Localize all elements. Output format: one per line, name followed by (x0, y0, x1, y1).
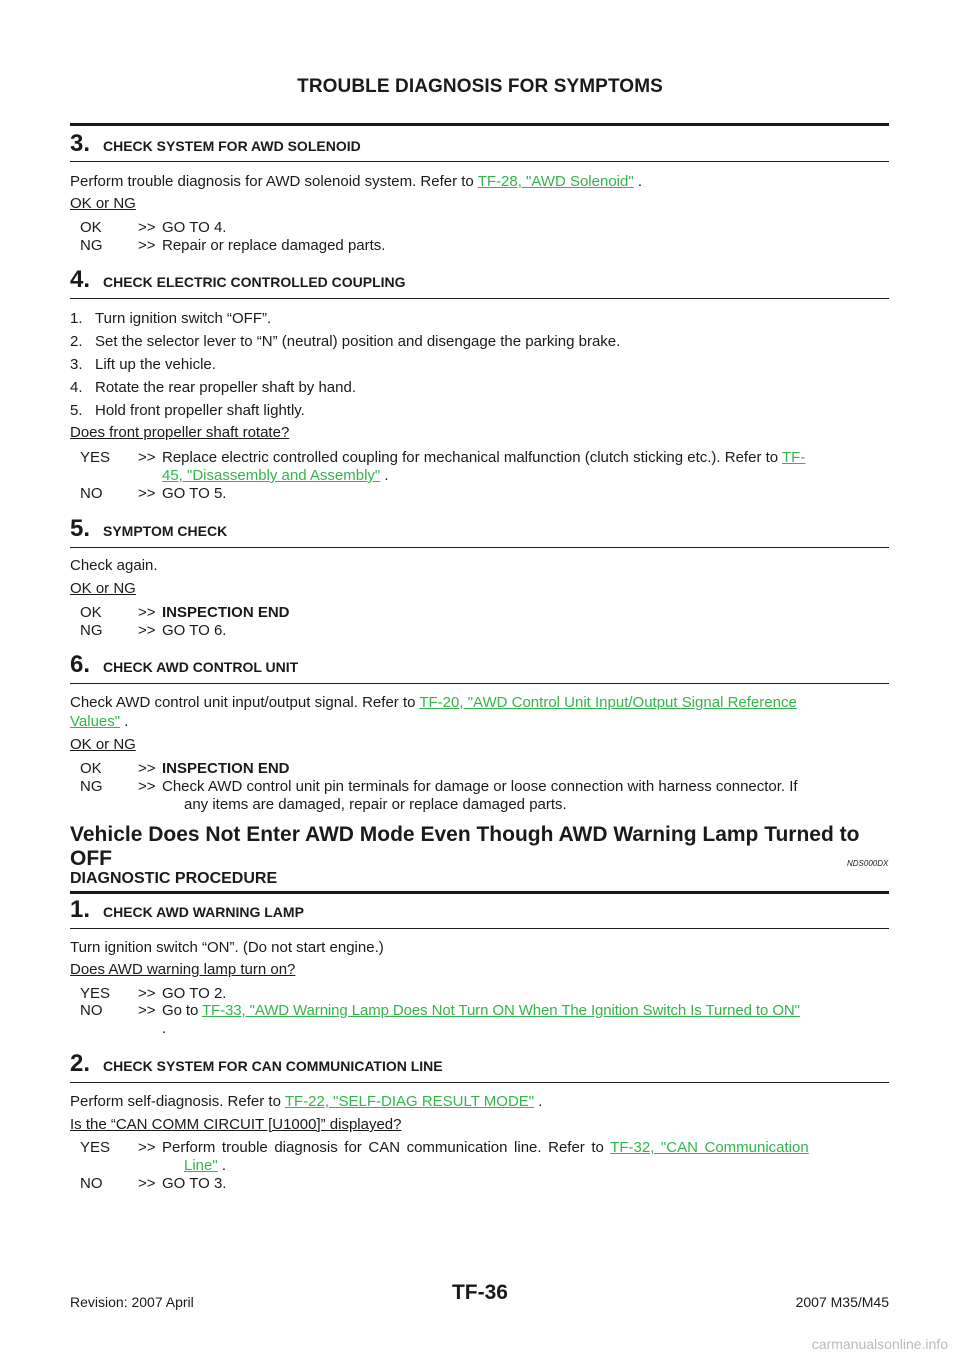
answer-key: OK (80, 604, 102, 621)
step-title: CHECK SYSTEM FOR CAN COMMUNICATION LINE (103, 1058, 443, 1074)
step-question: OK or NG (70, 195, 136, 212)
answer-arrow: >> (138, 1139, 156, 1156)
watermark: carmanualsonline.info (811, 1336, 948, 1352)
answer-text-cont: 45, "Disassembly and Assembly" . (162, 467, 389, 484)
list-item: 2. Set the selector lever to “N” (neutral) position and disengage the parking brake. (70, 333, 621, 350)
answer-text: Perform trouble diagnosis for CAN communication line. Refer to TF-32, "CAN Communication (162, 1139, 809, 1156)
step-question: OK or NG (70, 580, 136, 597)
answer-text: Check AWD control unit pin terminals for damage or loose connection with harness connector. If (162, 778, 798, 795)
answer-text: INSPECTION END (162, 760, 290, 777)
answer-text: Repair or replace damaged parts. (162, 237, 386, 254)
answer-arrow: >> (138, 449, 156, 466)
step-body: Turn ignition switch “ON”. (Do not start engine.) (70, 939, 384, 956)
step-body: Perform self-diagnosis. Refer to TF-22, "SELF-DIAG RESULT MODE" . (70, 1093, 543, 1110)
reference-link[interactable]: TF-28, "AWD Solenoid" (477, 173, 634, 190)
list-item: 1. Turn ignition switch “OFF”. (70, 310, 272, 327)
step-title: CHECK SYSTEM FOR AWD SOLENOID (103, 138, 361, 154)
step-rule (70, 298, 889, 299)
page-title: TROUBLE DIAGNOSIS FOR SYMPTOMS (297, 76, 663, 97)
reference-link[interactable]: Line" (184, 1157, 218, 1174)
step-number: 6. (70, 651, 91, 678)
section-rule (70, 123, 889, 126)
step-rule (70, 161, 889, 162)
answer-text-cont: . (162, 1020, 167, 1037)
answer-key: NG (80, 778, 103, 795)
answer-text: GO TO 2. (162, 985, 227, 1002)
answer-key: YES (80, 1139, 111, 1156)
section-title-cont: OFF (70, 847, 112, 870)
answer-arrow: >> (138, 760, 156, 777)
reference-link[interactable]: 45, "Disassembly and Assembly" (162, 467, 381, 484)
step-body: Perform trouble diagnosis for AWD solenoid system. Refer to TF-28, "AWD Solenoid" . (70, 173, 643, 190)
section-rule (70, 891, 889, 894)
list-item: 5. Hold front propeller shaft lightly. (70, 402, 305, 419)
answer-key: OK (80, 219, 102, 236)
section-subtitle: DIAGNOSTIC PROCEDURE (70, 870, 278, 887)
list-item: 3. Lift up the vehicle. (70, 356, 216, 373)
step-body-cont: Values" . (70, 713, 129, 730)
model-label: 2007 M35/M45 (795, 1294, 889, 1310)
answer-text: GO TO 4. (162, 219, 227, 236)
reference-link[interactable]: Values" (70, 713, 121, 730)
step-rule (70, 1082, 889, 1083)
answer-text-cont: Line" . (184, 1157, 227, 1174)
answer-key: NO (80, 485, 103, 502)
reference-link[interactable]: TF-20, "AWD Control Unit Input/Output Signal Reference (419, 694, 797, 711)
answer-key: NG (80, 237, 103, 254)
step-question: OK or NG (70, 736, 136, 753)
list-item: 4. Rotate the rear propeller shaft by hand. (70, 379, 357, 396)
step-title: SYMPTOM CHECK (103, 523, 228, 539)
revision-label: Revision: 2007 April (70, 1294, 194, 1310)
step-rule (70, 547, 889, 548)
answer-key: OK (80, 760, 102, 777)
answer-arrow: >> (138, 622, 156, 639)
answer-arrow: >> (138, 985, 156, 1002)
step-question: Does AWD warning lamp turn on? (70, 961, 296, 978)
step-body: Check AWD control unit input/output signal. Refer to TF-20, "AWD Control Unit Input/Output Signal Reference (70, 694, 797, 711)
section-title: Vehicle Does Not Enter AWD Mode Even Though AWD Warning Lamp Turned to (70, 823, 860, 846)
step-number: 2. (70, 1050, 91, 1077)
step-rule (70, 928, 889, 929)
answer-text: Replace electric controlled coupling for mechanical malfunction (clutch sticking etc.). Refer to TF- (162, 449, 806, 466)
reference-link[interactable]: TF-22, "SELF-DIAG RESULT MODE" (284, 1093, 535, 1110)
answer-key: NO (80, 1002, 103, 1019)
reference-link[interactable]: TF- (782, 449, 806, 466)
step-number: 5. (70, 515, 91, 542)
answer-arrow: >> (138, 485, 156, 502)
step-title: CHECK AWD CONTROL UNIT (103, 659, 299, 675)
section-code: NDS000DX (847, 859, 889, 868)
answer-text: GO TO 3. (162, 1175, 227, 1192)
step-body: Check again. (70, 557, 158, 574)
answer-key: YES (80, 985, 111, 1002)
step-number: 3. (70, 130, 91, 157)
answer-text: GO TO 5. (162, 485, 227, 502)
answer-key: NG (80, 622, 103, 639)
answer-text: INSPECTION END (162, 604, 290, 621)
answer-arrow: >> (138, 237, 156, 254)
answer-arrow: >> (138, 604, 156, 621)
page-number: TF-36 (451, 1281, 508, 1304)
answer-key: YES (80, 449, 111, 466)
answer-key: NO (80, 1175, 103, 1192)
answer-text: GO TO 6. (162, 622, 227, 639)
answer-text-cont: any items are damaged, repair or replace damaged parts. (184, 796, 567, 813)
step-number: 4. (70, 266, 91, 293)
step-title: CHECK AWD WARNING LAMP (103, 904, 304, 920)
step-question: Is the “CAN COMM CIRCUIT [U1000]” displayed? (70, 1116, 402, 1133)
reference-link[interactable]: TF-32, "CAN Communication (610, 1139, 809, 1156)
step-number: 1. (70, 896, 91, 923)
step-rule (70, 683, 889, 684)
answer-arrow: >> (138, 219, 156, 236)
answer-text: Go to TF-33, "AWD Warning Lamp Does Not Turn ON When The Ignition Switch Is Turned to ON" (162, 1002, 800, 1019)
step-question: Does front propeller shaft rotate? (70, 424, 290, 441)
reference-link[interactable]: TF-33, "AWD Warning Lamp Does Not Turn ON When The Ignition Switch Is Turned to ON" (201, 1002, 800, 1019)
answer-arrow: >> (138, 1175, 156, 1192)
step-title: CHECK ELECTRIC CONTROLLED COUPLING (103, 274, 406, 290)
answer-arrow: >> (138, 778, 156, 795)
answer-arrow: >> (138, 1002, 156, 1019)
